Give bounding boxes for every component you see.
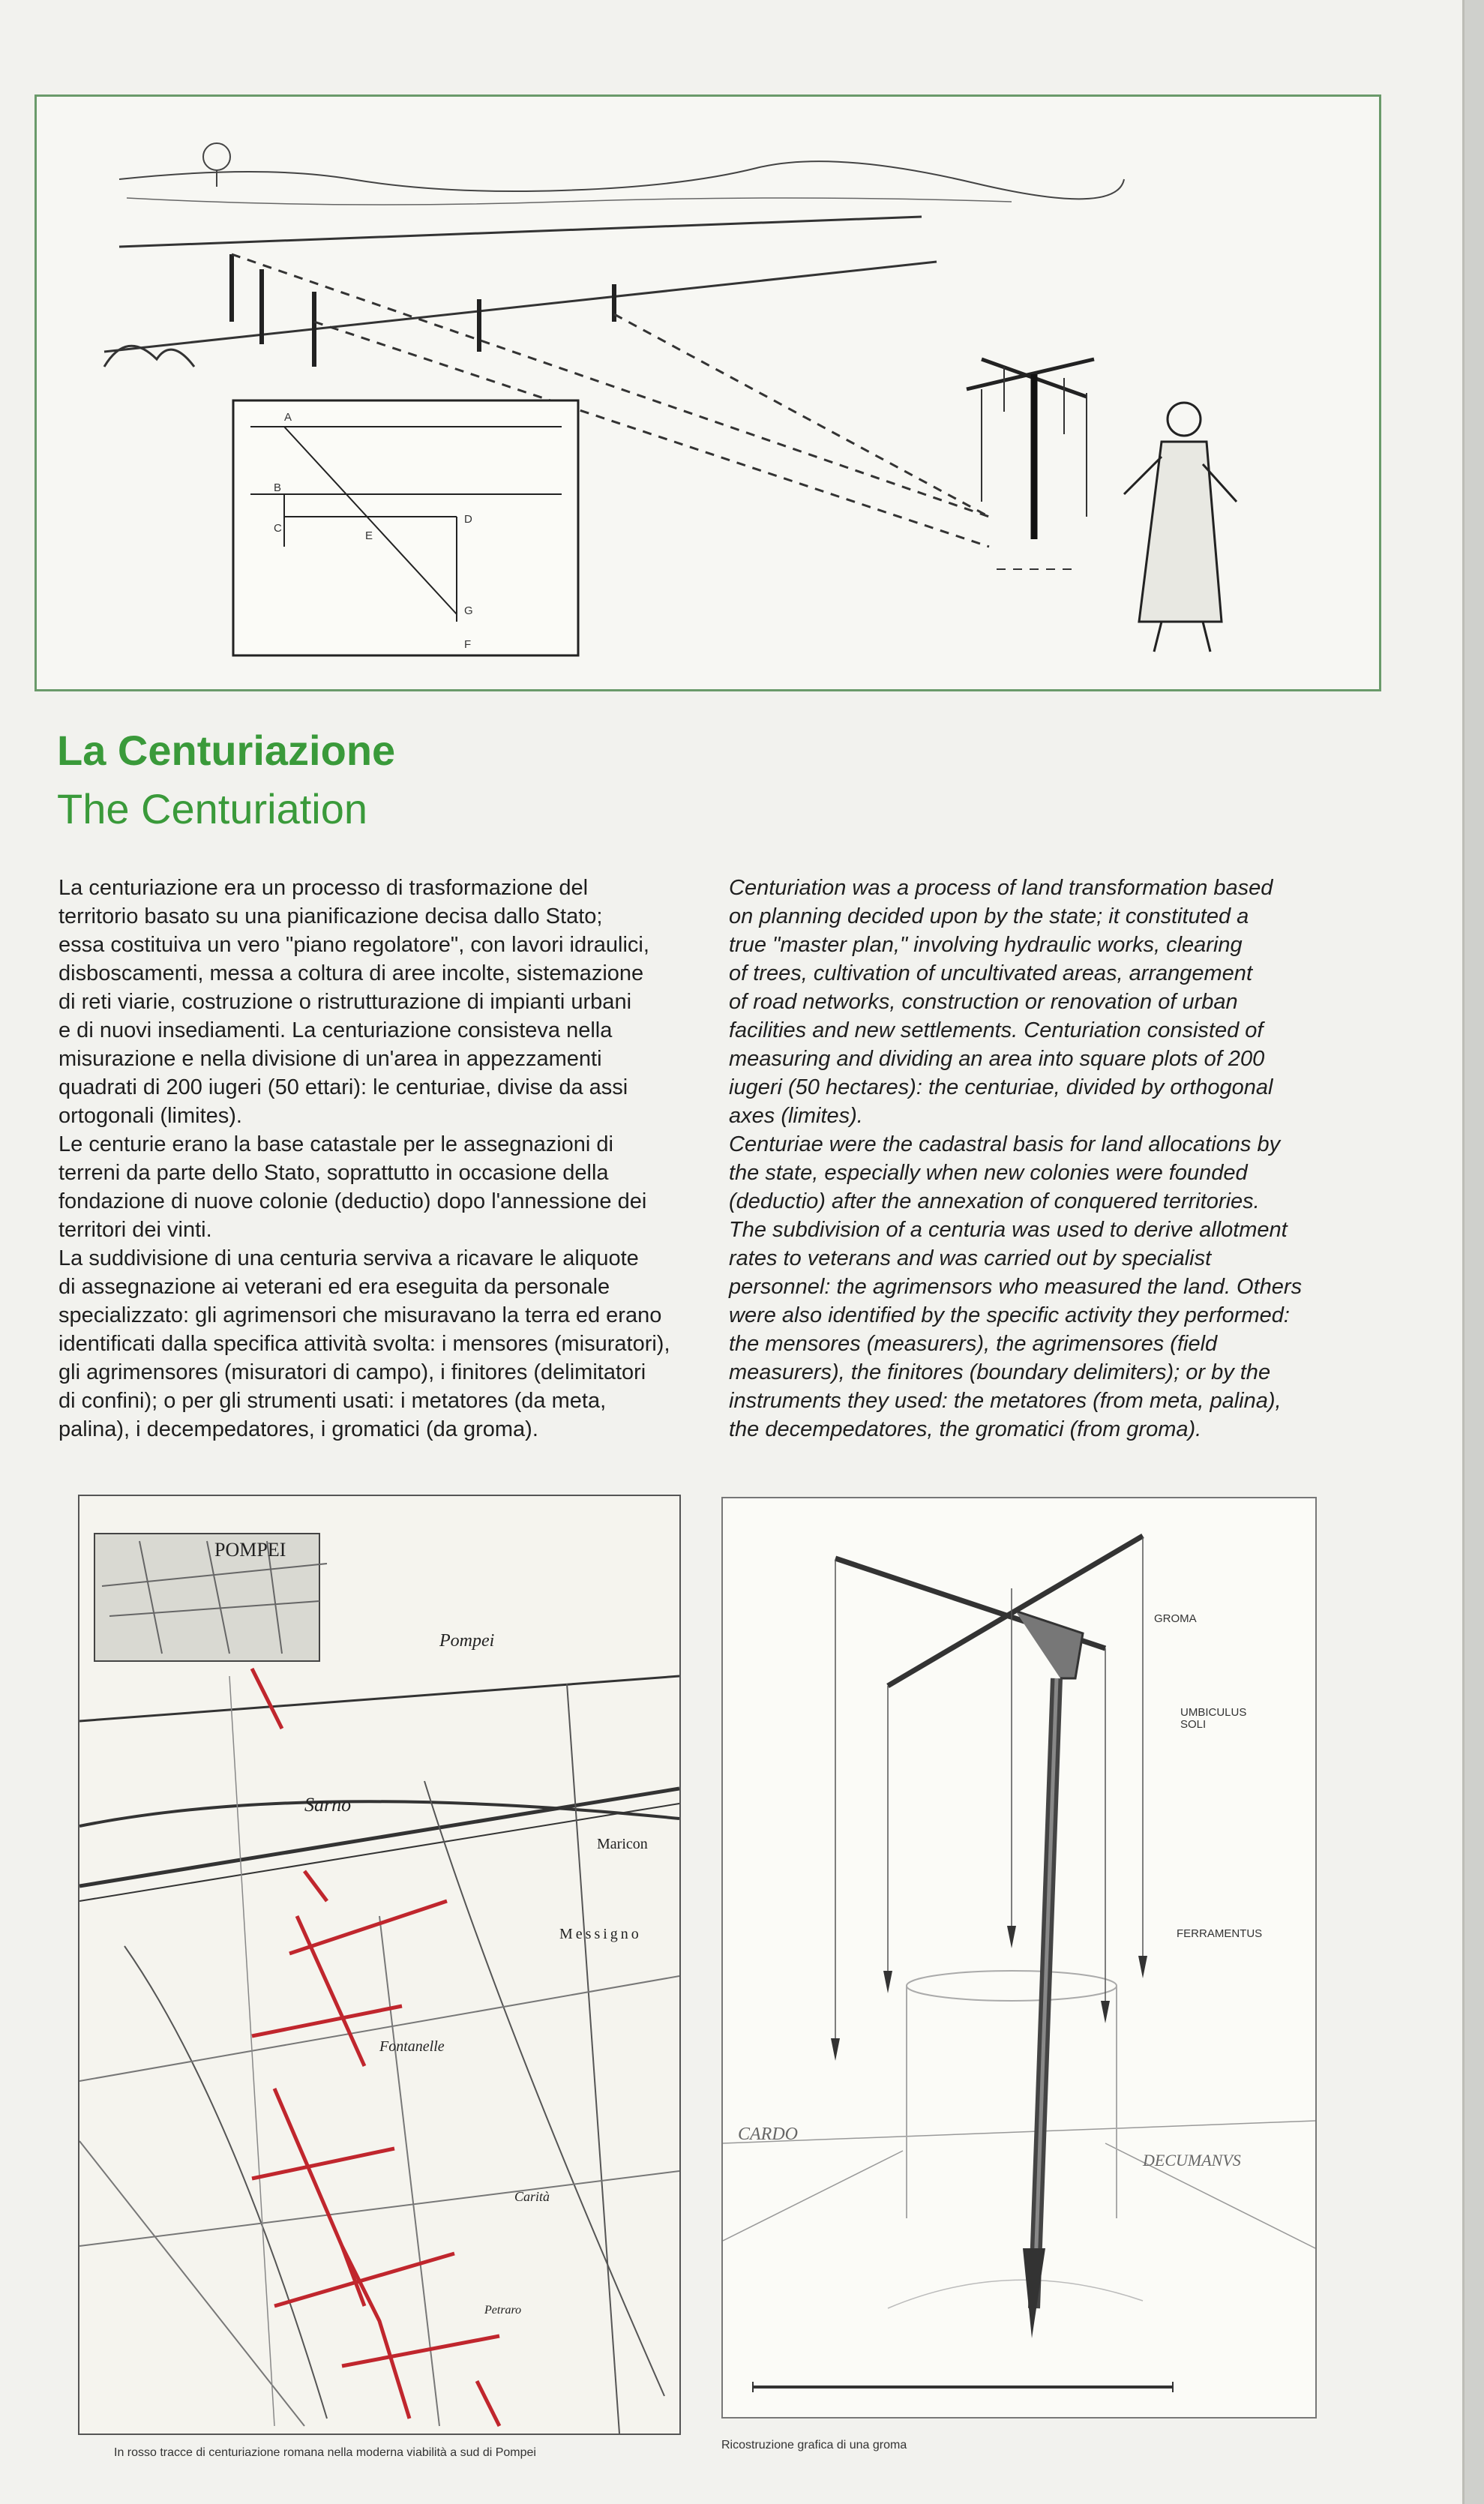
map-label-fontanelle: Fontanelle <box>379 2038 445 2055</box>
diagram-letter-e: E <box>365 529 373 542</box>
groma-label-soli: SOLI <box>1180 1718 1207 1731</box>
groma-sketch <box>967 359 1094 539</box>
groma-reconstruction <box>721 1497 1317 2419</box>
diagram-letter-g: G <box>464 604 473 617</box>
diagram-letter-d: D <box>464 513 472 526</box>
groma-caption: Ricostruzione grafica di una groma <box>721 2439 907 2452</box>
heading-english: The Centuriation <box>57 785 368 832</box>
diagram-letter-b: B <box>274 481 282 494</box>
plan-inset-diagram <box>233 400 578 655</box>
diagram-letter-c: C <box>274 522 282 535</box>
groma-label-umbiculus: UMBICULUS <box>1180 1706 1247 1719</box>
centuriation-map <box>78 1495 681 2435</box>
map-label-sarno: Sarno <box>304 1794 352 1816</box>
body-text-italian: La centuriazione era un processo di trasformazione del territorio basato su una pianificazione decisa dallo Stato; essa costituiva un vero "piano regolatore", con lavori idraulici, disboscamenti, messa a coltura di aree incolte, sistemazione di reti viarie, costruzione o ristrutturazione di impianti urbani e di nuovi insediamenti. La centuriazione consisteva nella misurazione e nella divisione di un'area in appezzamenti quadrati di 200 iugeri (50 ettari): le centuriae, divise da assi ortogonali (limites). Le centurie erano la base catastale per le assegnazioni di terreni da parte dello Stato, soprattutto in occasione della fondazione di nuove colonie (deductio) dopo l'annessione dei territori dei vinti. La suddivisione di una centuria serviva a ricavare le aliquote di assegnazione ai veterani ed era eseguita da personale specializzato: gli agrimensori che misuravano la terra ed erano identificati dalla specifica attività svolta: i mensores (misuratori), gli agrimensores (misuratori di campo), i finitores (delimitatori di confini); o per gli strumenti usati: i metatores (da meta, palina), i decempedatores, i gromatici (da groma). <box>58 876 670 1441</box>
diagram-letter-f: F <box>464 638 472 651</box>
body-text-english: Centuriation was a process of land transformation based on planning decided upon by the state; it constituted a true "master plan," involving hydraulic works, clearing of trees, cultivation of uncultivated areas, arrangement of road networks, construction or renovation of urban facilities and new settlements. Centuriation consisted of measuring and dividing an area into square plots of 200 iugeri (50 hectares): the centuriae, divided by orthogonal axes (limites). Centuriae were the cadastral basis for land allocations by the state, especially when new colonies were founded (deductio) after the annexation of conquered territories. The subdivision of a centuria was used to derive allotment rates to veterans and was carried out by specialist personnel: the agrimensors who measured the land. Others were also identified by the specific activity they performed: the mensores (measurers), the agrimensores (field measurers), the finitores (boundary delimiters); or by the instruments they used: the metatores (from meta, palina), the decempedatores, the gromatici (from groma). <box>729 876 1303 1441</box>
red-centuriation-traces <box>252 1669 499 2426</box>
surveyor-figure <box>1124 403 1237 652</box>
heading-italian: La Centuriazione <box>57 727 396 774</box>
tree-icon <box>203 143 230 170</box>
surveying-illustration-frame <box>34 94 1381 691</box>
map-caption: In rosso tracce di centuriazione romana nella moderna viabilità a sud di Pompei <box>114 2446 536 2459</box>
diagram-letter-a: A <box>284 411 292 424</box>
surveying-illustration <box>37 97 1379 689</box>
map-label-messigno: Messigno <box>559 1926 642 1942</box>
groma-label-ferramentus: FERRAMENTUS <box>1177 1927 1263 1940</box>
map-label-pompei-old: POMPEI <box>214 1539 286 1561</box>
groma-label-groma: GROMA <box>1154 1612 1197 1625</box>
groma-drawing <box>723 1498 1315 2417</box>
groma-label-cardo: CARDO <box>738 2125 798 2144</box>
groma-label-decumanus: DECUMANVS <box>1143 2151 1241 2170</box>
map-label-carita: Carità <box>514 2189 550 2204</box>
map-label-petraro: Petraro <box>484 2304 522 2317</box>
map-label-pompei: Pompei <box>439 1631 495 1651</box>
map-label-maricon: Maricon <box>597 1836 648 1852</box>
map-drawing <box>79 1496 679 2434</box>
